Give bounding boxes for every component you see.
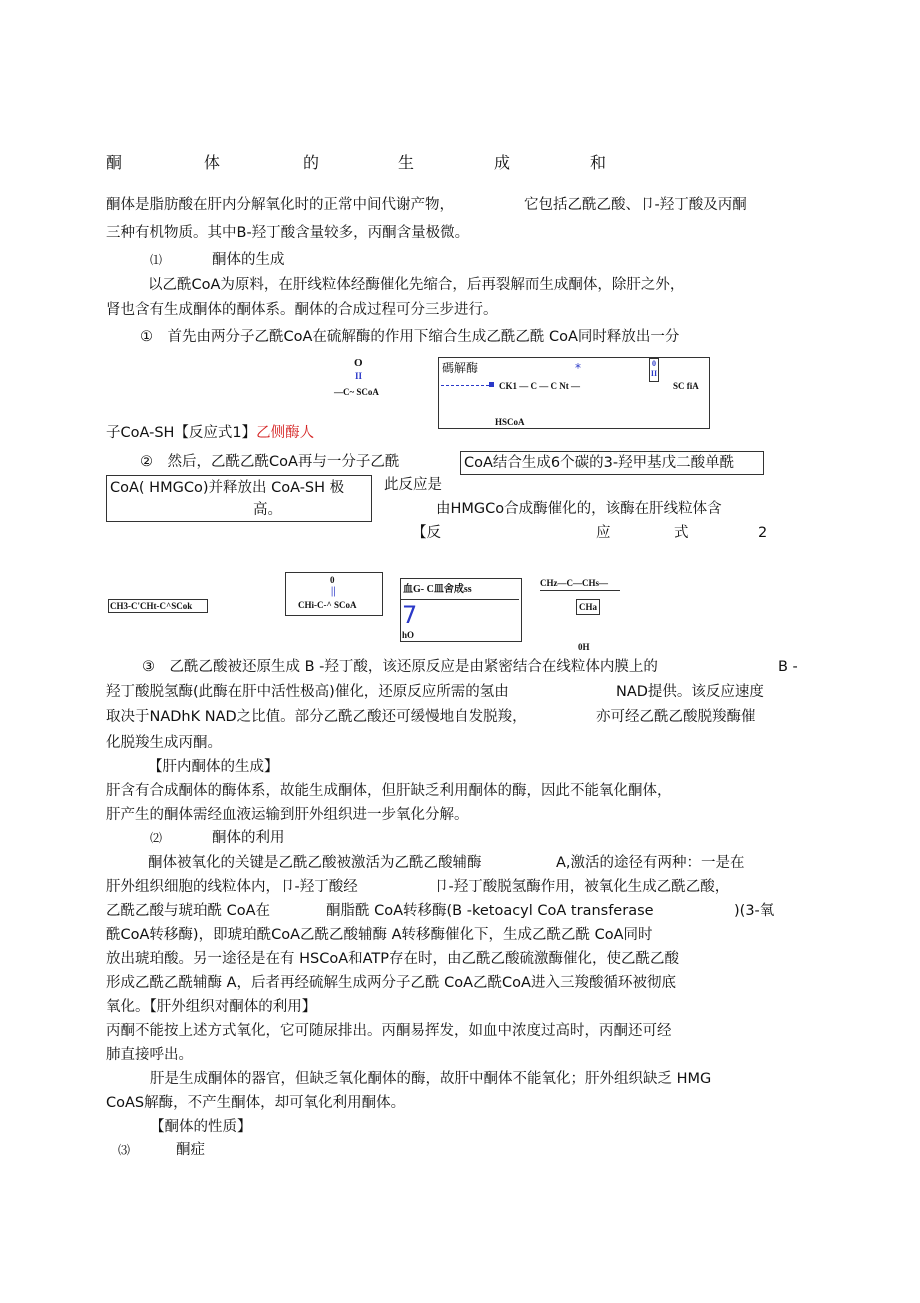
reaction-1-box [438, 357, 710, 429]
formula-text: CHa [579, 602, 597, 612]
formula-text: CH3-C'CHt-C^SCok [110, 601, 193, 611]
paragraph-line: A,激活的途径有两种：一是在 [556, 855, 745, 871]
methyl-box [576, 599, 600, 615]
section-number: ⑴ [150, 253, 163, 267]
carbonyl-oxygen: O [354, 357, 363, 369]
section-heading: 酮症 [176, 1142, 205, 1158]
step-2-box-right [460, 451, 764, 475]
title-char: 体 [204, 153, 221, 172]
title-char: 酮 [106, 153, 123, 172]
arrow-head-icon [489, 382, 494, 387]
hmg-coa-formula [540, 578, 620, 591]
double-bond: || [331, 586, 336, 597]
acetyl-coa-formula: —C~ SCoA [334, 387, 379, 397]
paragraph-line: 酮体被氧化的关键是乙酰乙酸被激活为乙酰乙酸辅酶 [148, 855, 482, 871]
enzyme-label: 碼解酶 [442, 361, 479, 375]
step-2-text: 由HMGCo合成酶催化的，该酶在肝线粒体含 [436, 501, 722, 517]
paragraph-line: 肝产生的酮体需经血液运输到肝外组织进一步氧化分解。 [106, 807, 469, 823]
formula-text: CHz—C—CHs— [540, 578, 608, 588]
reaction-1-ref [106, 426, 314, 441]
paragraph-line: 形成乙酰乙酰辅酶 A，后者再经硫解生成两分子乙酰 CoA乙酰CoA进入三羧酸循环被彻底 [106, 975, 676, 991]
step-2-text: 此反应是 [384, 477, 442, 493]
section-number: ⑵ [150, 831, 163, 845]
step-3-line: 取决于NADhK NAD之比值。部分乙酰乙酸还可缓慢地自发脱羧， [106, 709, 527, 725]
section-heading: 酮体的生成 [212, 252, 285, 268]
paragraph-line: 氧化。【肝外组织对酮体的利用】 [106, 999, 317, 1015]
scoa-label: SC fiA [673, 381, 699, 391]
step-1-text: ① 首先由两分子乙酰CoA在硫解酶的作用下缩合生成乙酰乙酰 CoA同时释放出一分 [140, 329, 680, 345]
paragraph-line: 乙酰乙酸与琥珀酰 CoA在 [106, 903, 271, 919]
reaction-2-ref: 【反 [412, 525, 441, 541]
paragraph-line: 放出琥珀酸。另一途径是在有 HSCoA和ATP存在时，由乙酰乙酸硫激酶催化，使乙酰乙酸 [106, 951, 680, 967]
paragraph-line: 肝外组织细胞的线粒体内，卩-羟丁酸经 [106, 879, 358, 895]
intro-line: 它包括乙酰乙酸、卩-羟丁酸及丙酮 [524, 197, 747, 213]
paragraph-line: 丙酮不能按上述方式氧化，它可随尿排出。丙酮易挥发，如血中浓度过高时，丙酮还可经 [106, 1023, 672, 1039]
acetoacetyl-formula [108, 599, 208, 613]
oxygen-label: 0 [330, 575, 335, 585]
step-3-line: B - [778, 659, 798, 675]
step-3-line: 羟丁酸脱氢酶(此酶在肝中活性极高)催化，还原反应所需的氢由 [106, 684, 509, 700]
title-char: 成 [494, 153, 511, 172]
title-char: 生 [398, 153, 415, 172]
paragraph-line: 酮脂酰 CoA转移酶(B -ketoacyl CoA transferase [326, 903, 654, 919]
paragraph-line: 以乙酰CoA为原料，在肝线粒体经酶催化先缩合，后再裂解而生成酮体，除肝之外， [148, 277, 685, 293]
formula-text: CHi-C-^ SCoA [298, 600, 357, 610]
double-bond: II [355, 371, 363, 381]
subsection-heading: 【酮体的性质】 [150, 1119, 252, 1135]
step-3-line: 亦可经乙酰乙酸脱羧酶催 [596, 709, 756, 725]
intro-line: 三种有机物质。其中B-羟丁酸含量较多，丙酮含量极微。 [106, 225, 470, 241]
boxed-text: CoA结合生成6个碳的3-羟甲基戊二酸单酰 [464, 455, 735, 471]
step-2-text: ② 然后，乙酰乙酰CoA再与一分子乙酰 [140, 454, 400, 470]
red-annotation: 乙侧酶人 [256, 425, 315, 441]
paragraph-line: 肺直接呼出。 [106, 1047, 193, 1063]
paragraph-line: 肝含有合成酮体的酶体系，故能生成酮体，但肝缺乏利用酮体的酶，因此不能氧化酮体， [106, 783, 672, 799]
reaction-2-ref: 式 [674, 525, 689, 541]
formula-text: hO [402, 630, 415, 640]
paragraph-line: )(3-氧 [734, 903, 775, 919]
dashed-arrow [441, 385, 489, 386]
step-3-line: NAD提供。该反应速度 [616, 684, 764, 700]
chain-formula: CK1 — C — C Nt — [499, 381, 580, 391]
hscoa-label: HSCoA [495, 417, 525, 427]
paragraph-line: CoAS解酶，不产生酮体，却可氧化利用酮体。 [106, 1095, 406, 1111]
boxed-text: 高。 [253, 502, 282, 518]
paragraph-line: 酰CoA转移酶)，即琥珀酰CoA乙酰乙酸辅酶 A转移酶催化下，生成乙酰乙酰 CoA同时 [106, 927, 653, 943]
acetyl-coa-box [285, 572, 383, 616]
paragraph-line: 肝是生成酮体的器官，但缺乏氧化酮体的酶，故肝中酮体不能氧化；肝外组织缺乏 HMG [150, 1071, 712, 1087]
step-2-box-left [106, 475, 372, 522]
paragraph-line: 肾也含有生成酮体的酮体系。酮体的合成过程可分三步进行。 [106, 302, 498, 318]
reaction-2-ref: 应 [596, 525, 611, 541]
boxed-text: CoA( HMGCo)并释放出 CoA-SH 极 [110, 480, 345, 496]
paragraph-line: 卩-羟丁酸脱氢酶作用，被氧化生成乙酰乙酸， [434, 879, 730, 895]
inner-bracket: 0 II [649, 358, 659, 382]
title-char: 和 [590, 153, 607, 172]
intro-line: 酮体是脂肪酸在肝内分解氧化时的正常中间代谢产物， [106, 197, 454, 213]
step-3-line: ③ 乙酰乙酸被还原生成 B -羟丁酸，该还原反应是由紧密结合在线粒体内膜上的 [142, 659, 658, 675]
hmg-synthase-box [400, 578, 522, 642]
divider [401, 599, 519, 600]
star-mark: * [575, 361, 581, 375]
reaction-2-ref: 2 [758, 525, 768, 541]
number-label: 7 [402, 601, 418, 629]
section-heading: 酮体的利用 [212, 830, 285, 846]
title-char: 的 [303, 153, 320, 172]
enzyme-label: 血G- C皿舍成ss [403, 584, 472, 595]
step-3-line: 化脱羧生成丙酮。 [106, 735, 222, 751]
hydroxyl-label: 0H [578, 642, 590, 652]
reaction-1-label: 子CoA-SH【反应式1】 [106, 425, 257, 441]
subsection-heading: 【肝内酮体的生成】 [148, 759, 279, 775]
section-number: ⑶ [118, 1143, 131, 1157]
